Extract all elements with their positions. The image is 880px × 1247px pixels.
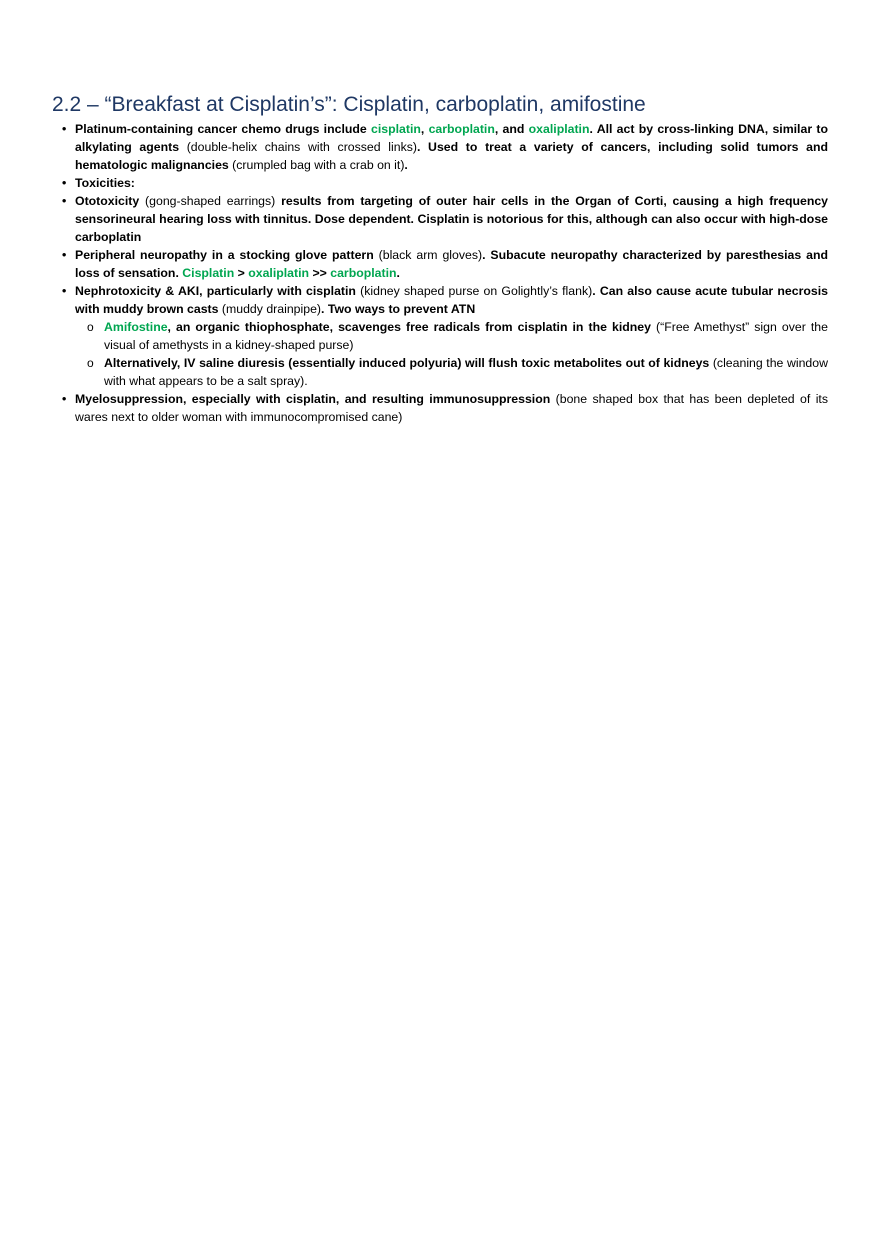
drug-carboplatin: carboplatin [428, 122, 495, 136]
text: , [420, 122, 429, 136]
text: . All act by cross-linking DNA, similar to alkylating agents [75, 122, 828, 154]
bullet-myelosuppression [62, 390, 828, 426]
note: (muddy drainpipe) [218, 302, 322, 316]
section-heading: 2.2 – “Breakfast at Cisplatin’s”: Cisplatin, carboplatin, amifostine [52, 93, 646, 116]
note: (“Free Amethyst” sign over the visual of amethysts in a kidney-shaped purse) [104, 320, 828, 352]
sub-list [75, 318, 828, 390]
note: (cleaning the window with what appears to be a salt spray). [104, 356, 828, 388]
text: . Two ways to prevent ATN [321, 302, 476, 316]
text: Myelosuppression, especially with cisplatin, and resulting immunosuppression [75, 392, 551, 406]
text: . [404, 158, 408, 172]
drug-carboplatin: carboplatin [330, 266, 397, 280]
text: Toxicities: [75, 176, 135, 190]
note: (bone shaped box that has been depleted of its wares next to older woman with immunocompromised cane) [75, 392, 828, 424]
text: , an organic thiophosphate, scavenges free radicals from cisplatin in the kidney [167, 320, 651, 334]
note: (kidney shaped purse on Golightly’s flank) [355, 284, 593, 298]
note: (crumpled bag with a crab on it) [228, 158, 405, 172]
text: . Used to treat a variety of cancers, including solid tumors and hematologic malignancies [75, 140, 828, 172]
text: . Subacute neuropathy characterized by paresthesias and loss of sensation. [75, 248, 828, 280]
bullet-toxicities [62, 174, 828, 192]
drug-amifostine: Amifostine [104, 320, 168, 334]
text: , and [494, 122, 529, 136]
sub-bullet-saline-diuresis [84, 354, 828, 390]
text: . [396, 266, 400, 280]
drug-oxaliplatin: oxaliplatin [528, 122, 590, 136]
note: (black arm gloves) [373, 248, 483, 262]
bullet-ototoxicity [62, 192, 828, 246]
bullet-platinum-drugs [62, 120, 828, 174]
text: Platinum-containing cancer chemo drugs include [75, 122, 371, 136]
drug-cisplatin: Cisplatin [182, 266, 235, 280]
text: > [234, 266, 249, 280]
text: Nephrotoxicity & AKI, particularly with cisplatin [75, 284, 356, 298]
bullet-list [62, 120, 828, 426]
text: Peripheral neuropathy in a stocking glove pattern [75, 248, 374, 262]
text: >> [309, 266, 331, 280]
sub-bullet-amifostine [84, 318, 828, 354]
bullet-nephrotoxicity [62, 282, 828, 390]
text: . Can also cause acute tubular necrosis with muddy brown casts [75, 284, 828, 316]
drug-oxaliplatin: oxaliplatin [248, 266, 310, 280]
text: Alternatively, IV saline diuresis (essentially induced polyuria) will flush toxic metabolites out of kidneys [104, 356, 710, 370]
drug-cisplatin: cisplatin [371, 122, 421, 136]
note: (double-helix chains with crossed links) [179, 140, 417, 154]
text: Ototoxicity [75, 194, 140, 208]
bullet-neuropathy [62, 246, 828, 282]
note: (gong-shaped earrings) [139, 194, 282, 208]
text: results from targeting of outer hair cells in the Organ of Corti, causing a high frequency sensorineural hearing loss with tinnitus. Dose dependent. Cisplatin is notorious for this, although can also occur with high-dose carboplatin [75, 194, 829, 244]
